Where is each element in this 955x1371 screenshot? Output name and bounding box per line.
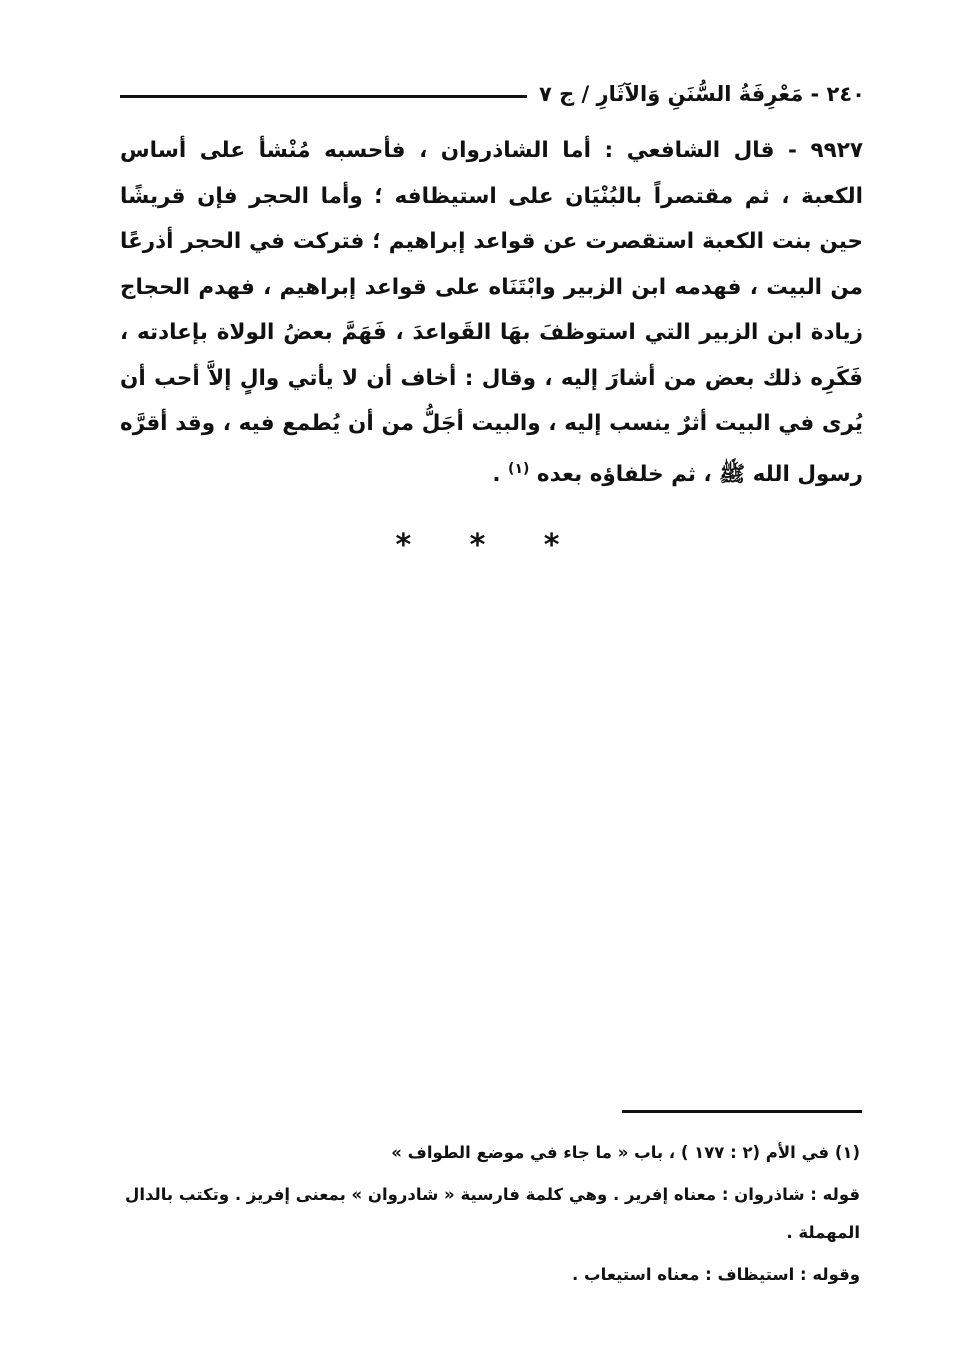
- footnote-note-shadharwan: قوله : شاذروان : معناه إفرير . وهي كلمة فارسية « شادروان » بمعنى إفريز . وتكتب بالدال المهملة .: [125, 1185, 860, 1242]
- footnote-source: (١) في الأم (٢ : ١٧٧ ) ، باب « ما جاء في موضع الطواف »: [391, 1143, 860, 1162]
- footnote-reference: (١): [508, 460, 530, 477]
- paragraph-number: ٩٩٢٧ -: [788, 138, 863, 163]
- section-divider-stars: * * *: [395, 528, 560, 563]
- footnote-rule: [622, 1110, 862, 1113]
- footnotes: [120, 1134, 860, 1294]
- page-header: [120, 74, 865, 114]
- paragraph-end-mark: .: [492, 461, 501, 487]
- footnote-note-istizaf: وقوله : استيظاف : معناه استيعاب .: [572, 1265, 860, 1284]
- main-paragraph: [120, 128, 863, 497]
- paragraph-text: قال الشافعي : أما الشاذروان ، فأحسبه مُنْشأ على أساس الكعبة ، ثم مقتصراً بالبُنْيَان على استيظافه ؛ وأما الحجر فإن قريشًا حين بنت الكعبة استقصرت عن قواعد إبراهيم ؛ فتركت في الحجر أذرعًا من البيت ، فهدمه ابن الزبير وابْتَنَاه على قواعد إبراهيم ، فهدم الحجاج زيادة ابن الزبير التي استوظفَ بهَا القَواعدَ ، فَهَمَّ بعضُ الولاة بإعادته ، فَكَرِه ذلك بعض من أشارَ إليه ، وقال : أخاف أن لا يأتي والٍ إلاَّ أحب أن يُرى في البيت أثرٌ ينسب إليه ، والبيت أجَلُّ من أن يُطمع فيه ، وقد أقرَّه رسول الله ﷺ ، ثم خلفاؤه بعده: [120, 138, 863, 487]
- running-title: ٢٤٠ - مَعْرِفَةُ السُّنَنِ وَالآثَارِ / ج ٧: [538, 82, 865, 106]
- header-rule: [120, 95, 527, 98]
